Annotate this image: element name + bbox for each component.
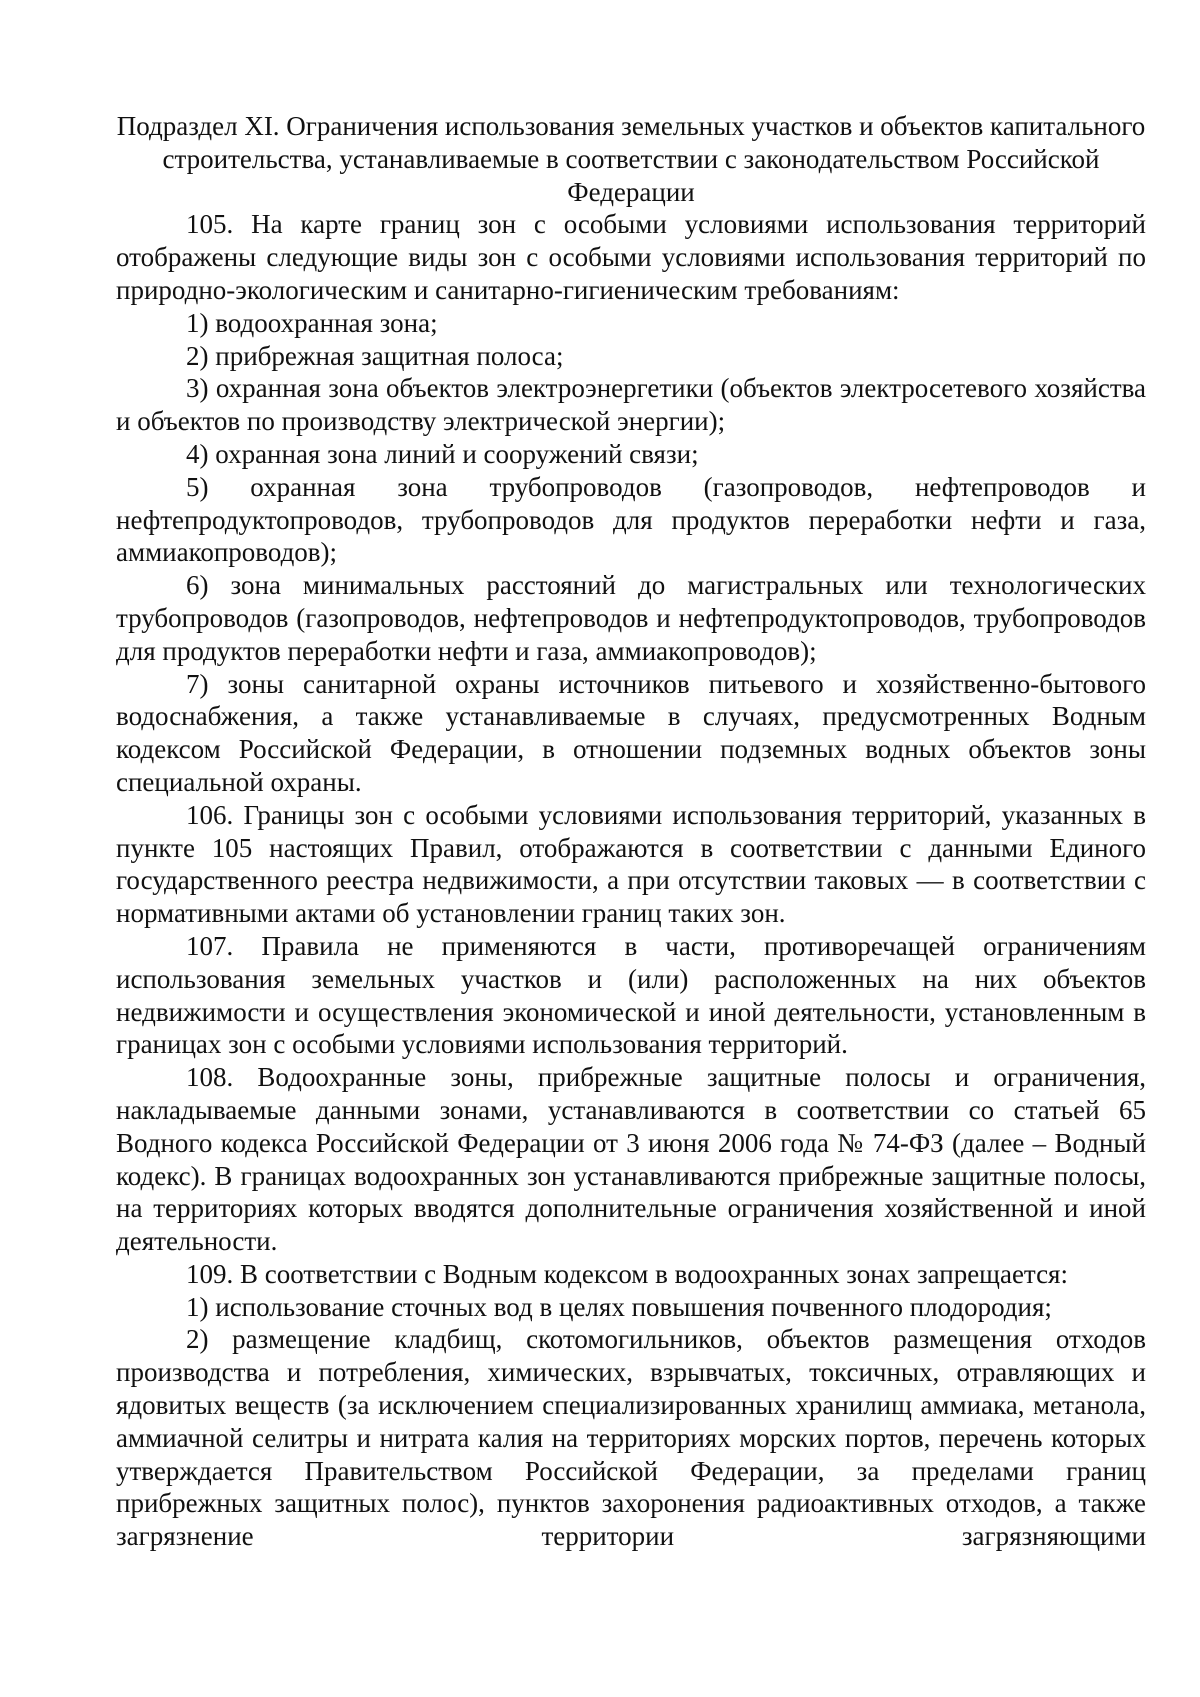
list-item-7: 7) зоны санитарной охраны источников питьевого и хозяйственно-бытового водоснабжения, а также устанавливаемые в случаях, предусмотренных Водным кодексом Российской Федерации, в отношении подземных водных объектов зоны специальной охраны. (116, 668, 1146, 797)
paragraph-107: 107. Правила не применяются в части, противоречащей ограничениям использования земельных участков и (или) расположенных на них объектов недвижимости и осуществления экономической и иной деятельности, установленным в границах зон с особыми условиями использования территорий. (116, 930, 1146, 1060)
list-item-1: 1) водоохранная зона; (186, 307, 438, 338)
list-item-6: 6) зона минимальных расстояний до магистральных или технологических трубопроводов (газопроводов, нефтепроводов и нефтепродуктопроводов, трубопроводов для продуктов переработки нефти и газа, аммиакопроводов); (116, 570, 1146, 666)
list-item-109-2: 2) размещение кладбищ, скотомогильников, объектов размещения отходов производства и потребления, химических, взрывчатых, токсичных, отравляющих и ядовитых веществ (за исключением специализированных хранилищ аммиака, метанола, аммиачной селитры и нитрата калия на территориях морских портов, перечень которых утверждается Правительством Российской Федерации, за пределами границ прибрежных защитных полос), пунктов захоронения радиоактивных отходов, а также загрязнение территории загрязняющими (116, 1324, 1146, 1552)
paragraph-109: 109. В соответствии с Водным кодексом в водоохранных зонах запрещается: (186, 1258, 1068, 1289)
document-page (116, 110, 1146, 1553)
list-item-4: 4) охранная зона линий и сооружений связи; (186, 438, 699, 469)
list-item-3: 3) охранная зона объектов электроэнергетики (объектов электросетевого хозяйства и объектов по производству электрической энергии); (116, 373, 1146, 437)
list-item-2: 2) прибрежная защитная полоса; (186, 340, 564, 371)
paragraph-108: 108. Водоохранные зоны, прибрежные защитные полосы и ограничения, накладываемые данными зонами, устанавливаются в соответствии со статьей 65 Водного кодекса Российской Федерации от 3 июня 2006 года № 74-ФЗ (далее – Водный кодекс). В границах водоохранных зон устанавливаются прибрежные защитные полосы, на территориях которых вводятся дополнительные ограничения хозяйственной и иной деятельности. (116, 1062, 1146, 1257)
paragraph-106: 106. Границы зон с особыми условиями использования территорий, указанных в пункте 105 настоящих Правил, отображаются в соответствии с данными Единого государственного реестра недвижимости, а при отсутствии таковых — в соответствии с нормативными актами об установлении границ таких зон. (116, 799, 1146, 929)
section-heading: Подраздел XI. Ограничения использования земельных участков и объектов капитального строительства, устанавливаемые в соответствии с законодательством Российской Федерации (116, 111, 1146, 207)
paragraph-105: 105. На карте границ зон с особыми условиями использования территорий отображены следующие виды зон с особыми условиями использования территорий по природно-экологическим и санитарно-гигиеническим требованиям: (116, 209, 1146, 305)
list-item-109-1: 1) использование сточных вод в целях повышения почвенного плодородия; (186, 1291, 1052, 1322)
list-item-5: 5) охранная зона трубопроводов (газопроводов, нефтепроводов и нефтепродуктопроводов, трубопроводов для продуктов переработки нефти и газа, аммиакопроводов); (116, 471, 1146, 568)
